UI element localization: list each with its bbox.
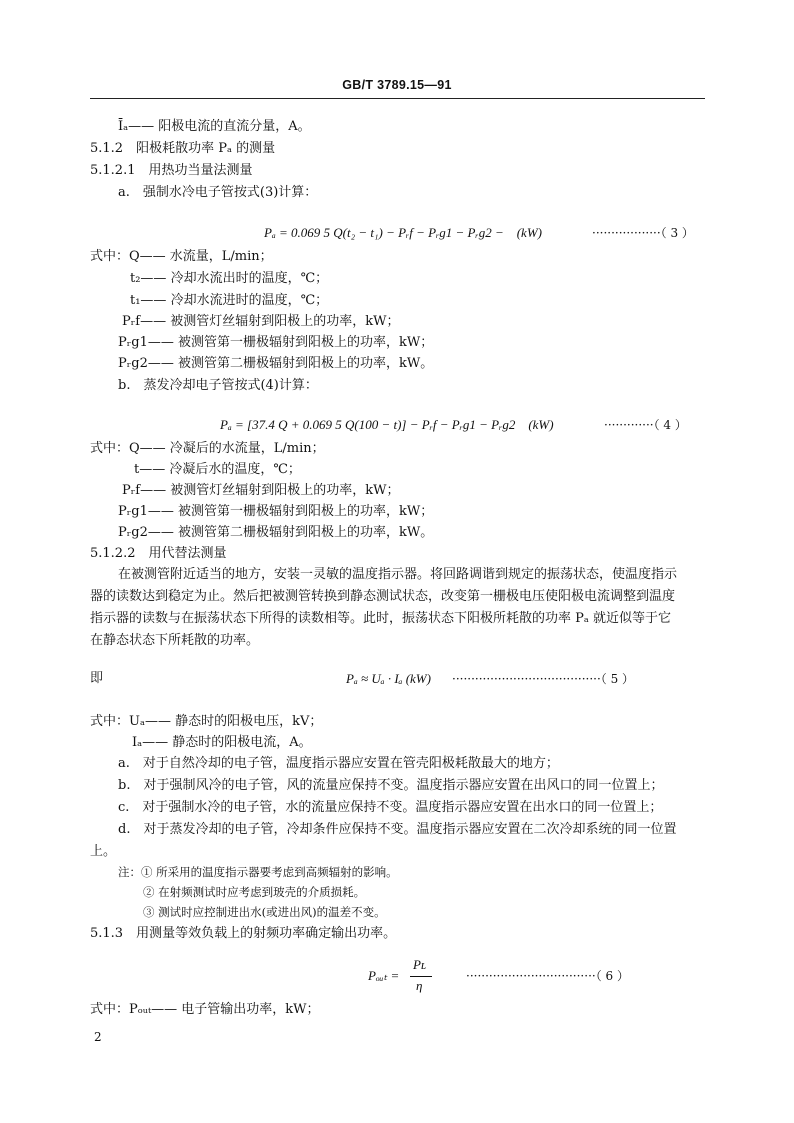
- list-item: c. 对于强制水冷的电子管，水的流量应保持不变。温度指示器应安置在出水口的同一位置上；: [118, 800, 663, 815]
- section-heading: 5.1.2.2 用代替法测量: [90, 546, 227, 561]
- list-item: d. 对于蒸发冷却的电子管，冷却条件应保持不变。温度指示器应安置在二次冷却系统的同一位置: [118, 822, 677, 837]
- where-line: Pᵣg2—— 被测管第二栅极辐射到阳极上的功率，kW。: [118, 356, 434, 371]
- paragraph-line: 指示器的读数与在振荡状态下所得的读数相等。此时，振荡状态下阳极所耗散的功率 Pₐ 就近似等于它: [90, 611, 672, 626]
- paragraph-line: 器的读数达到稳定为止。然后把被测管转换到静态测试状态，改变第一栅极电压使阳极电流调整到温度: [90, 589, 676, 604]
- page-number: 2: [94, 1030, 102, 1044]
- list-item: b. 蒸发冷却电子管按式(4)计算：: [118, 378, 318, 393]
- where-line: 式中：Q—— 冷凝后的水流量，L/min；: [90, 441, 325, 456]
- equation-6-lhs: Pₒᵤₜ =: [368, 968, 400, 983]
- equation-number: ·······································（ 5 ）: [452, 672, 635, 686]
- equation-3: Pₐ = 0.069 5 Q(t₂ − t₁) − Pᵣf − Pᵣg1 − Pᵣg2 − (kW): [264, 225, 542, 240]
- equation-number: ··································（ 6 ）: [466, 969, 629, 983]
- section-heading: 5.1.3 用测量等效负载上的射频功率确定输出功率。: [90, 926, 397, 941]
- text-line: Īₐ—— 阳极电流的直流分量，A。: [118, 119, 311, 134]
- equation-5: Pₐ ≈ Uₐ · Iₐ (kW): [346, 671, 431, 686]
- note-line: ③ 测试时应控制进出水(或进出风)的温差不变。: [143, 905, 386, 919]
- where-line: Pᵣg1—— 被测管第一栅极辐射到阳极上的功率，kW；: [118, 504, 434, 519]
- where-line: t₂—— 冷却水流出时的温度，℃；: [130, 271, 329, 286]
- where-line: Pᵣg2—— 被测管第二栅极辐射到阳极上的功率，kW。: [118, 525, 434, 540]
- header-rule: [90, 98, 705, 99]
- paragraph-line: 在静态状态下所耗散的功率。: [90, 633, 260, 648]
- where-line: Pᵣg1—— 被测管第一栅极辐射到阳极上的功率，kW；: [118, 335, 434, 350]
- where-line: 式中：Q—— 水流量，L/min；: [90, 249, 273, 264]
- fraction-denominator: η: [416, 978, 423, 993]
- equation-6-fraction: [410, 957, 432, 997]
- section-heading: 5.1.2 阳极耗散功率 Pₐ 的测量: [90, 141, 276, 156]
- text-line: 即: [90, 671, 104, 686]
- list-item: b. 对于强制风冷的电子管，风的流量应保持不变。温度指示器应安置在出风口的同一位置上；: [118, 778, 664, 793]
- list-item: a. 强制水冷电子管按式(3)计算：: [118, 185, 318, 200]
- note-line: 注：① 所采用的温度指示器要考虑到高频辐射的影响。: [118, 865, 398, 879]
- list-item: a. 对于自然冷却的电子管，温度指示器应安置在管壳阳极耗散最大的地方；: [118, 756, 559, 771]
- where-line: 式中：Pₒᵤₜ—— 电子管输出功率，kW；: [90, 1002, 320, 1017]
- where-line: t₁—— 冷却水流进时的温度，℃；: [130, 293, 329, 308]
- note-line: ② 在射频测试时应考虑到玻壳的介质损耗。: [143, 885, 366, 899]
- list-item: 上。: [90, 844, 117, 859]
- where-line: Pᵣf—— 被测管灯丝辐射到阳极上的功率，kW；: [122, 314, 400, 329]
- where-line: Iₐ—— 静态时的阳极电流，A。: [132, 735, 312, 750]
- header-code: GB/T 3789.15—91: [342, 78, 452, 92]
- equation-number: ··················（ 3 ）: [592, 226, 694, 240]
- section-heading: 5.1.2.1 用热功当量法测量: [90, 163, 253, 178]
- equation-4: Pₐ = [37.4 Q + 0.069 5 Q(100 − t)] − Pᵣf − Pᵣg1 − Pᵣg2 (kW): [220, 417, 554, 432]
- where-line: t—— 冷凝后水的温度，℃；: [134, 462, 301, 477]
- paragraph-line: 在被测管附近适当的地方，安装一灵敏的温度指示器。将回路调谐到规定的振荡状态，使温度指示: [118, 567, 678, 582]
- fraction-numerator: Pʟ: [413, 957, 427, 972]
- fraction-bar: [410, 976, 432, 977]
- equation-number: ·············（ 4 ）: [604, 418, 687, 432]
- where-line: Pᵣf—— 被测管灯丝辐射到阳极上的功率，kW；: [122, 483, 400, 498]
- where-line: 式中：Uₐ—— 静态时的阳极电压，kV；: [90, 714, 323, 729]
